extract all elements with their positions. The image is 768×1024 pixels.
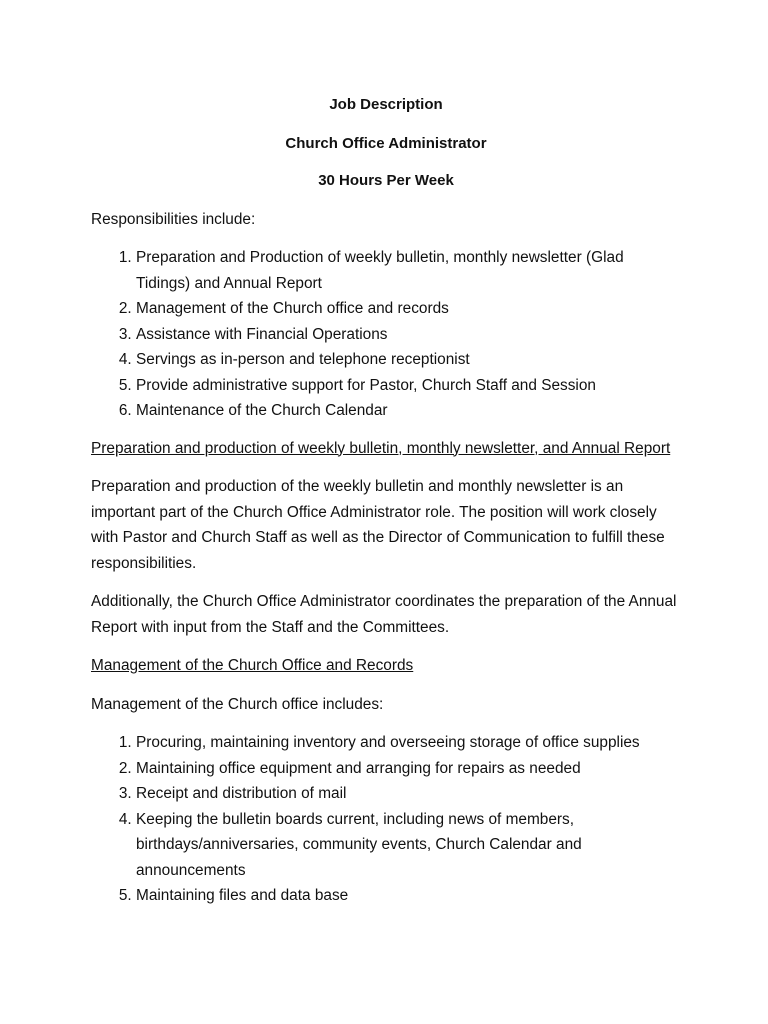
section-heading-office: Management of the Church Office and Records bbox=[91, 657, 414, 674]
section-heading-bulletin: Preparation and production of weekly bulletin, monthly newsletter, and Annual Report bbox=[91, 439, 671, 457]
list-item: 2. Management of the Church office and records bbox=[136, 296, 681, 322]
list-item: 4. Keeping the bulletin boards current, including news of members, birthdays/anniversaries, community events, Church Calendar and announcements bbox=[136, 807, 681, 884]
responsibilities-list bbox=[91, 245, 681, 424]
list-item: 1. Procuring, maintaining inventory and overseeing storage of office supplies bbox=[136, 730, 681, 756]
list-item: 5. Provide administrative support for Pastor, Church Staff and Session bbox=[136, 373, 681, 399]
list-item: 6. Maintenance of the Church Calendar bbox=[136, 398, 681, 424]
section-paragraph-bulletin: Preparation and production of the weekly bulletin and monthly newsletter is an important part of the Church Office Administrator role. The position will work closely with Pastor and Church Staff as well as the Director of Communication to fulfill these responsibilities. bbox=[91, 478, 665, 572]
document-page bbox=[91, 92, 681, 921]
office-intro: Management of the Church office includes: bbox=[91, 695, 384, 713]
hours-title: 30 Hours Per Week bbox=[318, 172, 454, 189]
office-duties-list bbox=[91, 730, 681, 909]
section-paragraph-annual-report: Additionally, the Church Office Administrator coordinates the preparation of the Annual Report with input from the Staff and the Committees. bbox=[91, 593, 677, 636]
list-item: 3. Receipt and distribution of mail bbox=[136, 781, 681, 807]
document-title: Job Description bbox=[329, 96, 443, 113]
list-item: 5. Maintaining files and data base bbox=[136, 883, 681, 909]
list-item: 1. Preparation and Production of weekly bulletin, monthly newsletter (Glad Tidings) and Annual Report bbox=[136, 245, 681, 296]
list-item: 4. Servings as in-person and telephone receptionist bbox=[136, 347, 681, 373]
position-title: Church Office Administrator bbox=[285, 134, 487, 152]
responsibilities-intro: Responsibilities include: bbox=[91, 210, 256, 228]
list-item: 3. Assistance with Financial Operations bbox=[136, 322, 681, 348]
list-item: 2. Maintaining office equipment and arranging for repairs as needed bbox=[136, 756, 681, 782]
